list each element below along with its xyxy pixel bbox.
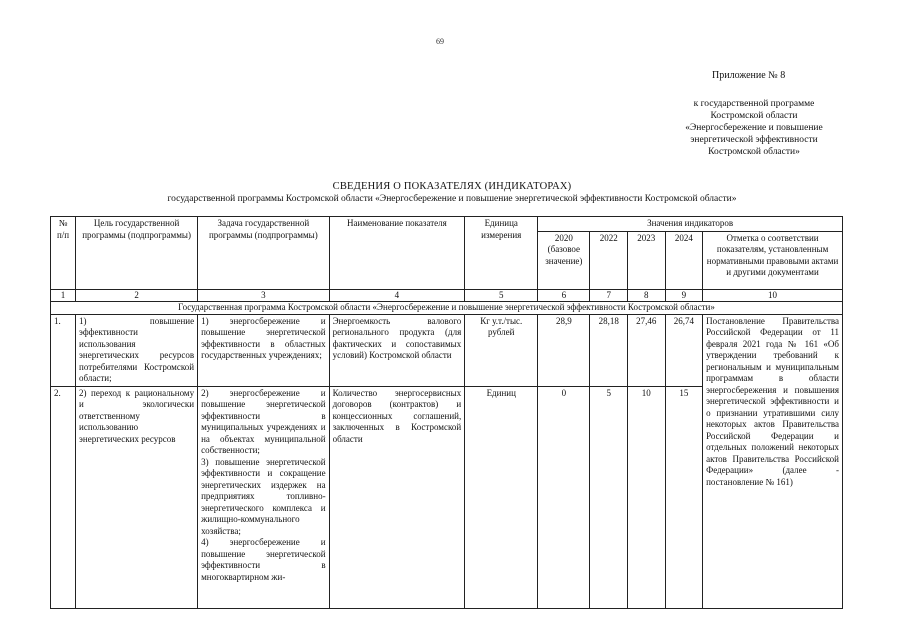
document-subtitle: государственной программы Костромской области «Энергосбережение и повышение энергетической эффективности Костромской области» (167, 194, 737, 204)
row-unit: Единиц (465, 386, 538, 608)
column-number: 2 (76, 289, 198, 302)
row-indicator: Количество энергосервисных договоров (контрактов) и концессионных соглашений, заключенных в Костромской области (329, 386, 465, 608)
row-indicator: Энергоемкость валового регионального продукта (для фактических и сопоставимых условий) Костромской области (329, 314, 465, 386)
column-number: 10 (703, 289, 843, 302)
task-item: 2) энергосбережение и повышение энергетической эффективности в муниципальных учреждениях и на объектах муниципальной собственности; (201, 387, 326, 455)
row-num: 2. (51, 386, 76, 608)
row-value-2024: 26,74 (665, 314, 703, 386)
header-values-group: Значения индикаторов (538, 217, 843, 232)
appendix-ref-line: к государственной программе (693, 99, 815, 109)
column-number: 1 (51, 289, 76, 302)
row-value-2022: 28,18 (590, 314, 628, 386)
column-number: 5 (465, 289, 538, 302)
row-value-2023: 27,46 (627, 314, 665, 386)
appendix-reference (666, 98, 842, 158)
header-compliance: Отметка о соответствии показателям, установленным нормативными правовыми актами и другими документами (703, 231, 843, 289)
appendix-title: Приложение № 8 (712, 70, 786, 81)
row-value-2022: 5 (590, 386, 628, 608)
appendix-ref-line: «Энергосбережение и повышение (685, 123, 823, 133)
header-goal: Цель государственной программы (подпрограммы) (76, 217, 198, 290)
appendix-ref-line: Костромской области (710, 111, 798, 121)
header-indicator: Наименование показателя (329, 217, 465, 290)
page-number: 69 (436, 37, 444, 46)
row-goal: 1) повышение эффективности использования энергетических ресурсов потребителями Костромской области; (76, 314, 198, 386)
header-num: № п/п (51, 217, 76, 290)
column-number: 7 (590, 289, 628, 302)
task-item: 3) повышение энергетической эффективности и сокращение энергетических издержек на предприятиях топливно-энергетического комплекса и жилищно-коммунального хозяйства; (201, 456, 326, 536)
row-goal: 2) переход к рациональному и экологически ответственному использованию энергетических ресурсов (76, 386, 198, 608)
compliance-note: Постановление Правительства Российской Федерации от 11 февраля 2021 года № 161 «Об утверждении требований к региональным и муниципальным программам в области энергосбережения и повышения энергетической эффективности и о признании утратившими силу некоторых актов Правительства Российской Федерации и отдельных положений некоторых актов Правительства Российской Федерации» (далее - постановление № 161) (703, 314, 843, 608)
header-unit: Единица измерения (465, 217, 538, 290)
column-number: 6 (538, 289, 590, 302)
table-row (51, 314, 843, 386)
row-value-2020: 28,9 (538, 314, 590, 386)
header-task: Задача государственной программы (подпрограммы) (198, 217, 329, 290)
column-number: 4 (329, 289, 465, 302)
header-year-2022: 2022 (590, 231, 628, 289)
row-value-2023: 10 (627, 386, 665, 608)
appendix-ref-line: Костромской области» (708, 147, 800, 157)
column-number: 9 (665, 289, 703, 302)
task-item: 4) энергосбережение и повышение энергетической эффективности в многоквартирном жи- (201, 537, 326, 582)
column-number: 3 (198, 289, 329, 302)
header-year-2020: 2020 (базовое значение) (538, 231, 590, 289)
row-num: 1. (51, 314, 76, 386)
row-task: 1) энергосбережение и повышение энергетической эффективности в областных государственных учреждениях; (198, 314, 329, 386)
appendix-ref-line: энергетической эффективности (690, 135, 818, 145)
row-value-2024: 15 (665, 386, 703, 608)
section-title: Государственная программа Костромской области «Энергосбережение и повышение энергетической эффективности Костромской области» (51, 302, 843, 315)
row-task (198, 386, 329, 608)
column-number: 8 (627, 289, 665, 302)
indicators-table (50, 216, 843, 609)
header-year-2024: 2024 (665, 231, 703, 289)
row-unit: Кг у.т./тыс. рублей (465, 314, 538, 386)
header-year-2023: 2023 (627, 231, 665, 289)
row-value-2020: 0 (538, 386, 590, 608)
document-title: СВЕДЕНИЯ О ПОКАЗАТЕЛЯХ (ИНДИКАТОРАХ) (332, 181, 572, 192)
